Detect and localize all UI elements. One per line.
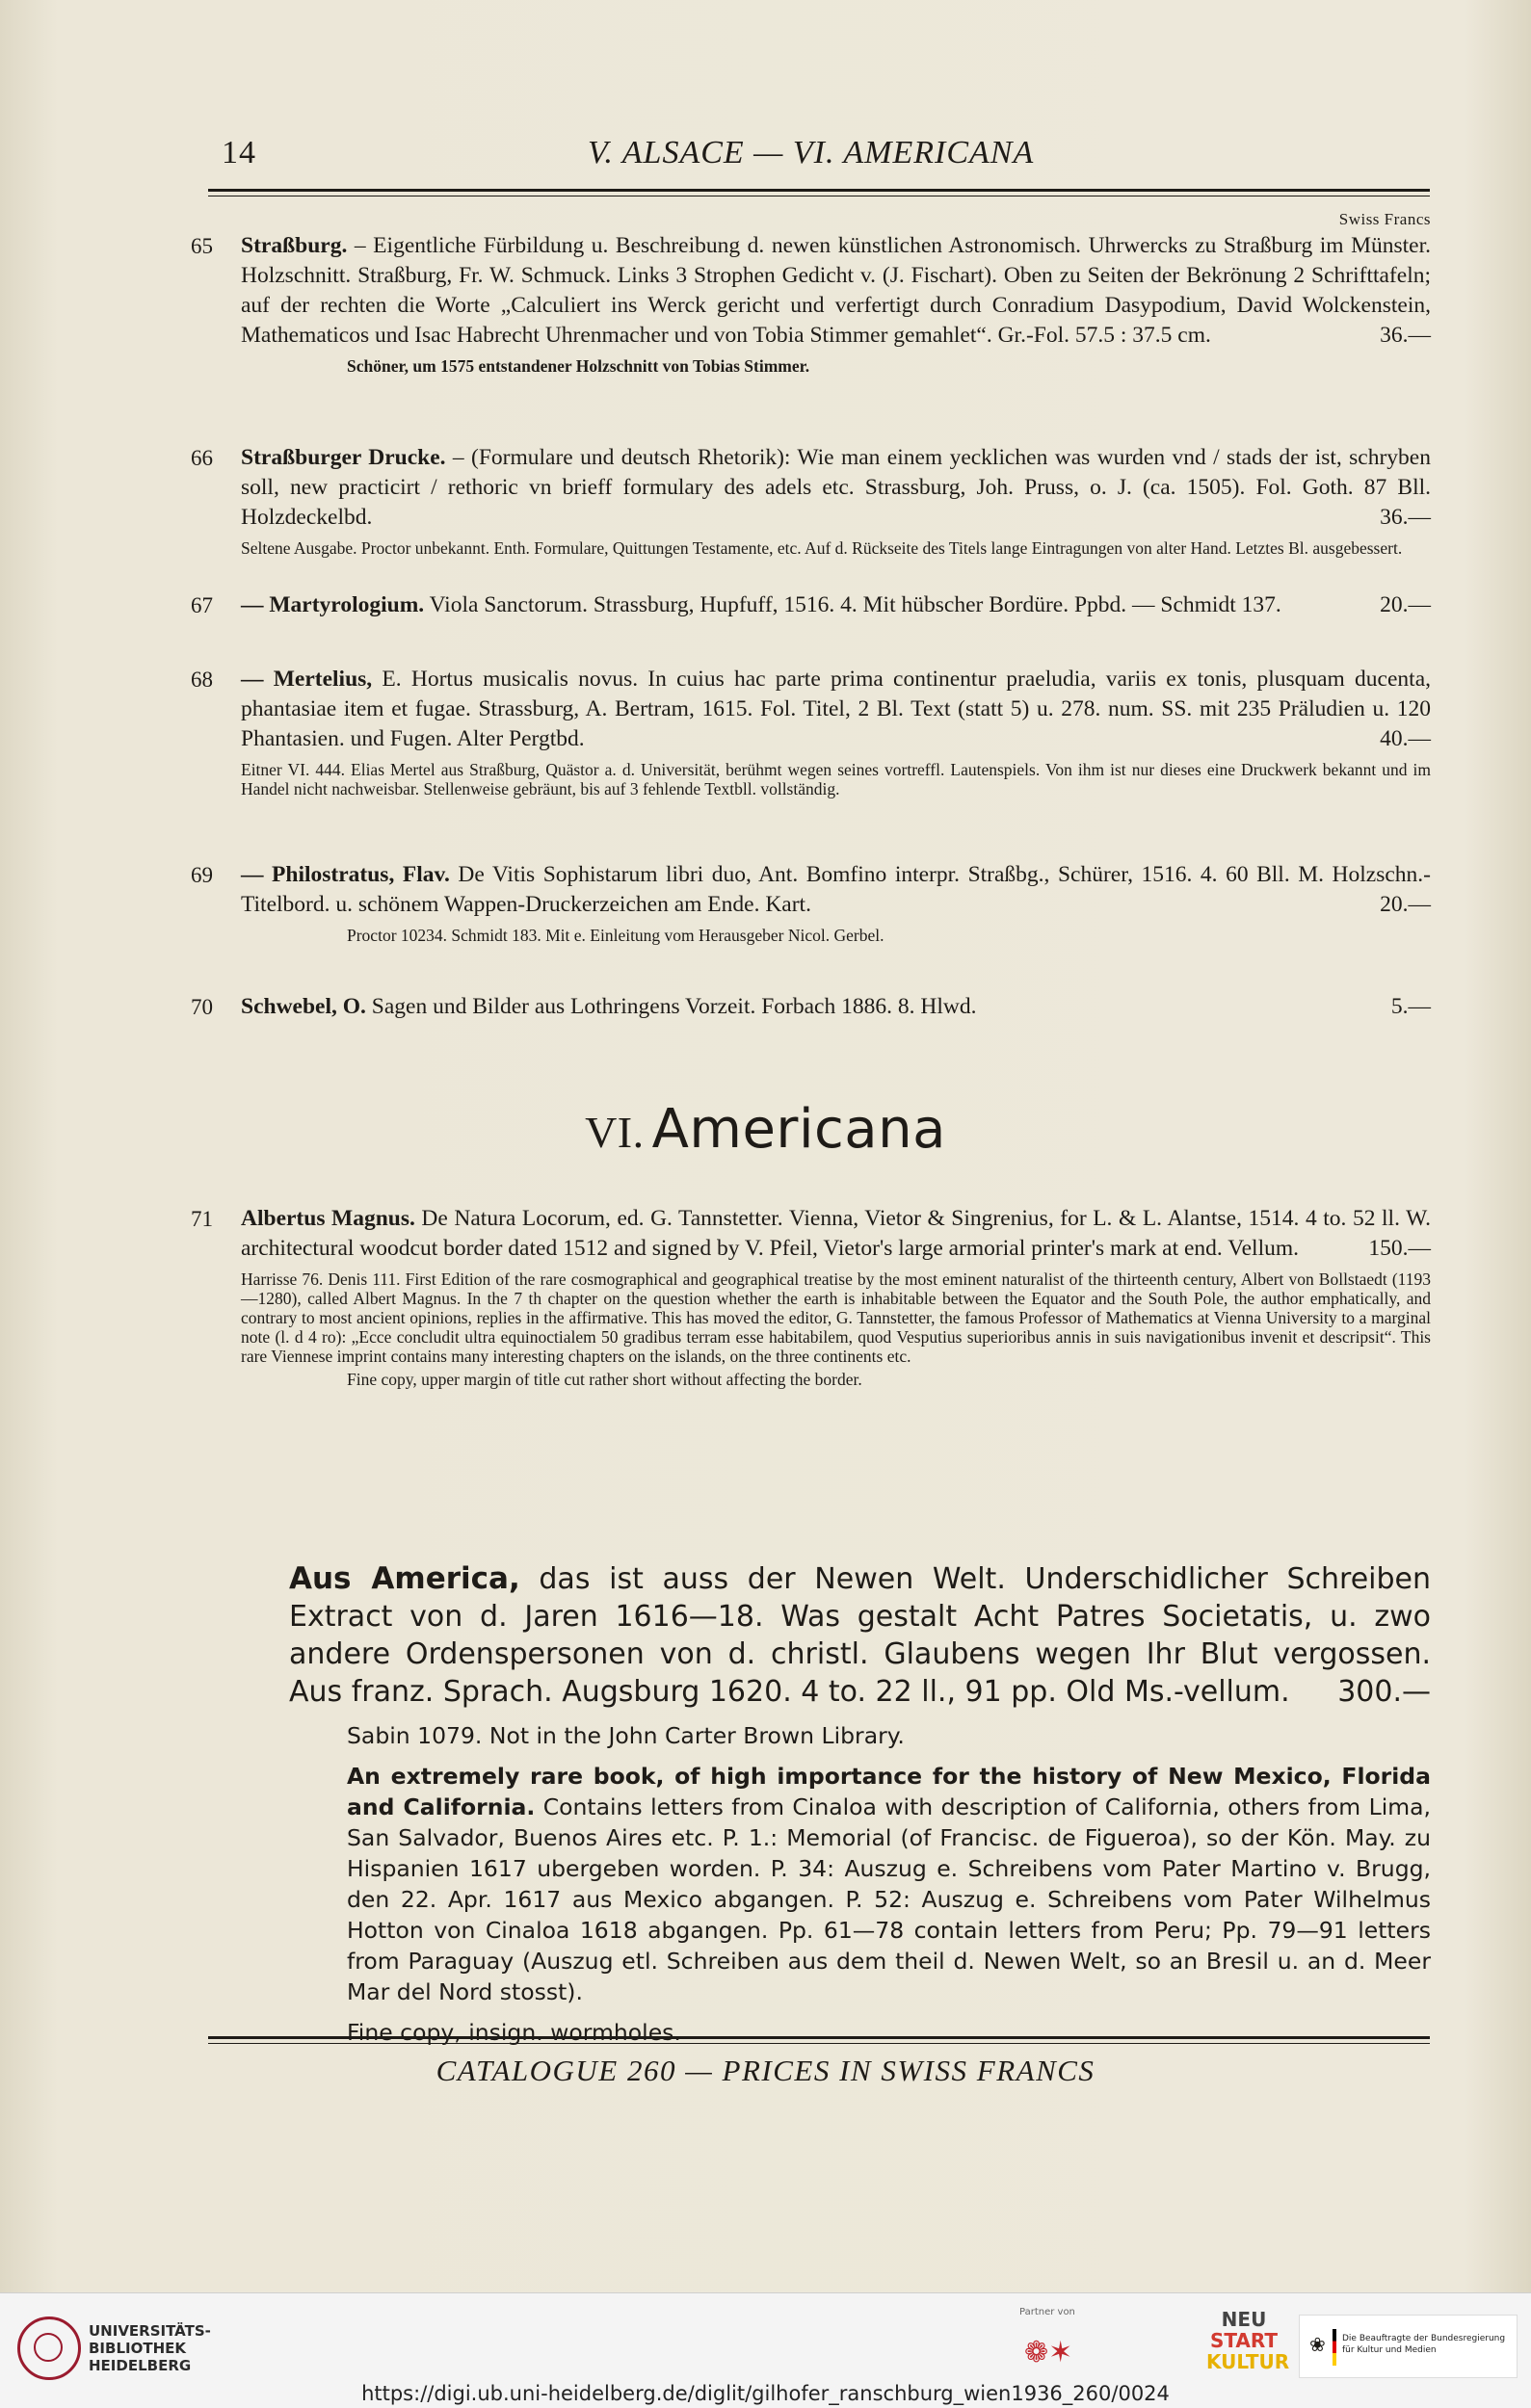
entry-number: 67 <box>191 593 213 617</box>
entry-text <box>241 1204 1431 1264</box>
federal-eagle-icon: ❀ <box>1309 2333 1326 2356</box>
entry-price: 150.— <box>1368 1236 1431 1261</box>
entry-text <box>241 860 1431 920</box>
flag-bar <box>1333 2329 1336 2366</box>
entry-text <box>241 992 1431 1022</box>
entry-number: 66 <box>191 446 213 470</box>
section-title: Americana <box>651 1098 946 1161</box>
commentary-lead: An extremely rare book, of high importance for the history of New Mexico, Florida and California. <box>347 1763 1431 1820</box>
entry-price: 5.— <box>1390 994 1431 1019</box>
entry-condition: Fine copy, insign. wormholes. <box>347 2019 681 2046</box>
logo-kultur: KULTUR <box>1206 2350 1290 2373</box>
partner-label: Partner von <box>1019 2307 1075 2317</box>
entry-description: Sagen und Bilder aus Lothringens Vorzeit. Forbach 1886. 8. Hlwd. <box>365 994 977 1019</box>
entry-note-condition: Fine copy, upper margin of title cut rather short without affecting the border. <box>347 1370 862 1389</box>
library-name: UNIVERSITÄTS- BIBLIOTHEK HEIDELBERG <box>89 2322 211 2374</box>
entry-lead: Albertus Magnus. <box>241 1206 415 1231</box>
entry-number: 70 <box>191 995 213 1019</box>
entry-lead: Schwebel, O. <box>241 994 366 1019</box>
catalogue-entry-70 <box>191 992 1431 1022</box>
entry-price: 36.— <box>1380 505 1431 530</box>
footer-rule-thick <box>208 2036 1430 2039</box>
entry-price: 20.— <box>1380 892 1431 917</box>
entry-lead: — Martyrologium. <box>241 592 425 617</box>
entry-description: De Natura Locorum, ed. G. Tannstetter. Vienna, Vietor & Singrenius, for L. & L. Alantse, 1514. 4 to. 52 ll. W. architectural woodcut border dated 1512 and signed by V. Pfeil, Vietor's large armorial printer's mark at end. Vellum. <box>241 1206 1431 1261</box>
entry-note: Schöner, um 1575 entstandener Holzschnitt von Tobias Stimmer. <box>347 356 810 376</box>
entry-reference: Sabin 1079. Not in the John Carter Brown Library. <box>347 1722 905 1749</box>
entry-number: 65 <box>191 234 213 258</box>
entry-price: 40.— <box>1380 726 1431 751</box>
currency-label: Swiss Francs <box>1338 210 1431 228</box>
entry-note: Harrisse 76. Denis 111. First Edition of the rare cosmographical and geographical treatise by the most eminent naturalist of the thirteenth century, Albert von Bollstaedt (1193—1280), called Albert Magnus. In the 7 th chapter on the question whether the earth is inhabitable between the Equator and the South Pole, the author emphatically, and contrary to most ancient opinions, replies in the affirmative. This has moved the editor, G. Tannstetter, the famous Professor of Mathematics at Vienna University to a marginal note (l. d 4 ro): „Ecce concludit ultra equinoctialem 50 gradibus terram esse habitabilem, quod Vesputius superioribus annis in suis navigationibus invenit et descripsit“. This rare Viennese imprint contains many interesting chapters on the islands, on the three continents etc. <box>241 1269 1431 1366</box>
page-number: 14 <box>222 135 256 170</box>
logo-start: START <box>1209 2329 1279 2352</box>
entry-number: 68 <box>191 667 213 692</box>
commentary-text: Contains letters from Cinaloa with description of California, others from Lima, San Salvador, Buenos Aires etc. P. 1.: Memorial (of Francisc. de Figueroa), so der Kön. May. zu Hispanien 1617 ubergeben worden. P. 34: Auszug e. Schreibens vom Pater Martino v. Brugg, den 22. Apr. 1617 aus Mexico abgangen. P. 52: Auszug e. Schreibens vom Pater Wilhelmus Hotton von Cinaloa 1618 abgangen. Pp. 61—78 contain letters from Peru; Pp. 79—91 letters from Paraguay (Auszug etl. Schreiben aus dem theil d. Newen Welt, so an Bresil u. an d. Meer Mar del Nord stosst). <box>347 1793 1431 2005</box>
entry-lead: Straßburger Drucke. <box>241 445 446 470</box>
entry-description: – (Formulare und deutsch Rhetorik): Wie man einem yecklichen was wurden vnd / stads der ist, schryben soll, new practicirt / rethoric vn brieff formulary des adels etc. Strassburg, Joh. Pruss, o. J. (ca. 1505). Fol. Goth. 87 Bll. Holzdeckelbd. <box>241 445 1431 530</box>
entry-text <box>241 443 1431 533</box>
header-rule-thick <box>208 189 1430 192</box>
section-roman: VI. <box>585 1108 645 1157</box>
logo-neu: NEU <box>1221 2308 1267 2331</box>
university-seal-icon <box>17 2316 81 2380</box>
entry-price: 300.— <box>1337 1675 1431 1709</box>
entry-lead: Aus America, <box>289 1561 520 1596</box>
running-head <box>222 135 1431 183</box>
entry-description: – Eigentliche Fürbildung u. Beschreibung d. newen künstlichen Astronomisch. Uhrwercks zu Straßburg im Münster. Holzschnitt. Straßburg, Fr. W. Schmuck. Links 3 Strophen Gedicht v. (J. Fischart). Oben zu Seiten der Bekrönung 2 Schrifttafeln; auf der rechten die Worte „Calculiert ins Werck gericht und verfertigt durch Conradium Dasypodium, David Wolckenstein, Mathematicos und Isac Habrecht Uhrenmacher und von Tobia Stimmer gemahlet“. Gr.-Fol. 57.5 : 37.5 cm. <box>241 233 1431 348</box>
footer-rule-thin <box>208 2043 1430 2044</box>
catalogue-entry-69 <box>191 860 1431 945</box>
entry-lead: — Philostratus, Flav. <box>241 862 450 887</box>
library-footer-bar <box>0 2292 1531 2408</box>
entry-note: Seltene Ausgabe. Proctor unbekannt. Enth. Formulare, Quittungen Testamente, etc. Auf d. Rückseite des Titels lange Eintragungen von alter Hand. Letztes Bl. ausgebessert. <box>241 538 1403 558</box>
entry-description: das ist auss der Newen Welt. Underschidlicher Schreiben Extract von d. Jaren 1616—18. Was gestalt Acht Patres Societatis, u. zwo andere Ordenspersonen von d. christl. Glaubens wegen Ihr Blut vergossen. Aus franz. Sprach. Augsburg 1620. 4 to. 22 ll., 91 pp. Old Ms.-vellum. <box>289 1562 1431 1709</box>
bkm-logo[interactable] <box>1299 2315 1518 2378</box>
catalogue-entry-66 <box>191 443 1431 558</box>
neustart-kultur-logo[interactable] <box>1206 2308 1290 2373</box>
entry-commentary <box>289 1761 1431 2007</box>
catalogue-entry-68 <box>191 665 1432 798</box>
entry-price: 20.— <box>1380 592 1431 617</box>
entry-text <box>289 1560 1431 1711</box>
bkm-text: Die Beauftragte der Bundesregierung für Kultur und Medien <box>1342 2334 1506 2355</box>
entry-number: 69 <box>191 863 213 887</box>
entry-description: De Vitis Sophistarum libri duo, Ant. Bomfino interpr. Straßbg., Schürer, 1516. 4. 60 Bll. M. Holzschn.-Titelbord. u. schönem Wappen-Druckerzeichen am Ende. Kart. <box>241 862 1431 917</box>
catalogue-entry-71 <box>191 1204 1431 1389</box>
partner-logo-icon: ❁✶ <box>1024 2336 1073 2369</box>
page-url-link[interactable]: https://digi.ub.uni-heidelberg.de/diglit/gilhofer_ranschburg_wien1936_260/0024 <box>361 2382 1170 2405</box>
entry-price: 36.— <box>1380 323 1431 348</box>
entry-note: Proctor 10234. Schmidt 183. Mit e. Einleitung vom Herausgeber Nicol. Gerbel. <box>347 926 884 945</box>
entry-note: Eitner VI. 444. Elias Mertel aus Straßburg, Quästor a. d. Universität, berühmt wegen seines vortreffl. Lautenspiels. Von ihm ist nur dieses eine Druckwerk bekannt und im Handel nicht nachweisbar. Stellenweise gebräunt, bis auf 3 fehlende Textbll. vollständig. <box>241 760 1431 798</box>
entry-text <box>241 231 1431 351</box>
catalogue-entry-67 <box>191 590 1431 620</box>
section-heading <box>0 1098 1531 1161</box>
entry-lead: Straßburg. <box>241 233 348 258</box>
footer-title: CATALOGUE 260 — PRICES IN SWISS FRANCS <box>436 2054 1095 2087</box>
catalogue-entry-65 <box>191 231 1431 376</box>
entry-description: Viola Sanctorum. Strassburg, Hupfuff, 1516. 4. Mit hübscher Bordüre. Ppbd. — Schmidt 137. <box>424 592 1281 617</box>
entry-description: E. Hortus musicalis novus. In cuius hac parte prima continentur praeludia, variis ex tonis, plusquam ducenta, phantasiae item et fugae. Strassburg, A. Bertram, 1615. Fol. Titel, 2 Bl. Text (statt 5) u. 278. num. SS. mit 235 Präludien u. 120 Phantasien. und Fugen. Alter Pergtbd. <box>241 667 1432 751</box>
entry-number: 71 <box>191 1207 213 1231</box>
entry-lead: — Mertelius, <box>241 667 373 692</box>
catalogue-entry-aus-america <box>289 1560 1431 2048</box>
entry-text <box>241 665 1431 754</box>
entry-text <box>241 590 1431 620</box>
running-title: V. ALSACE — VI. AMERICANA <box>588 135 1035 170</box>
